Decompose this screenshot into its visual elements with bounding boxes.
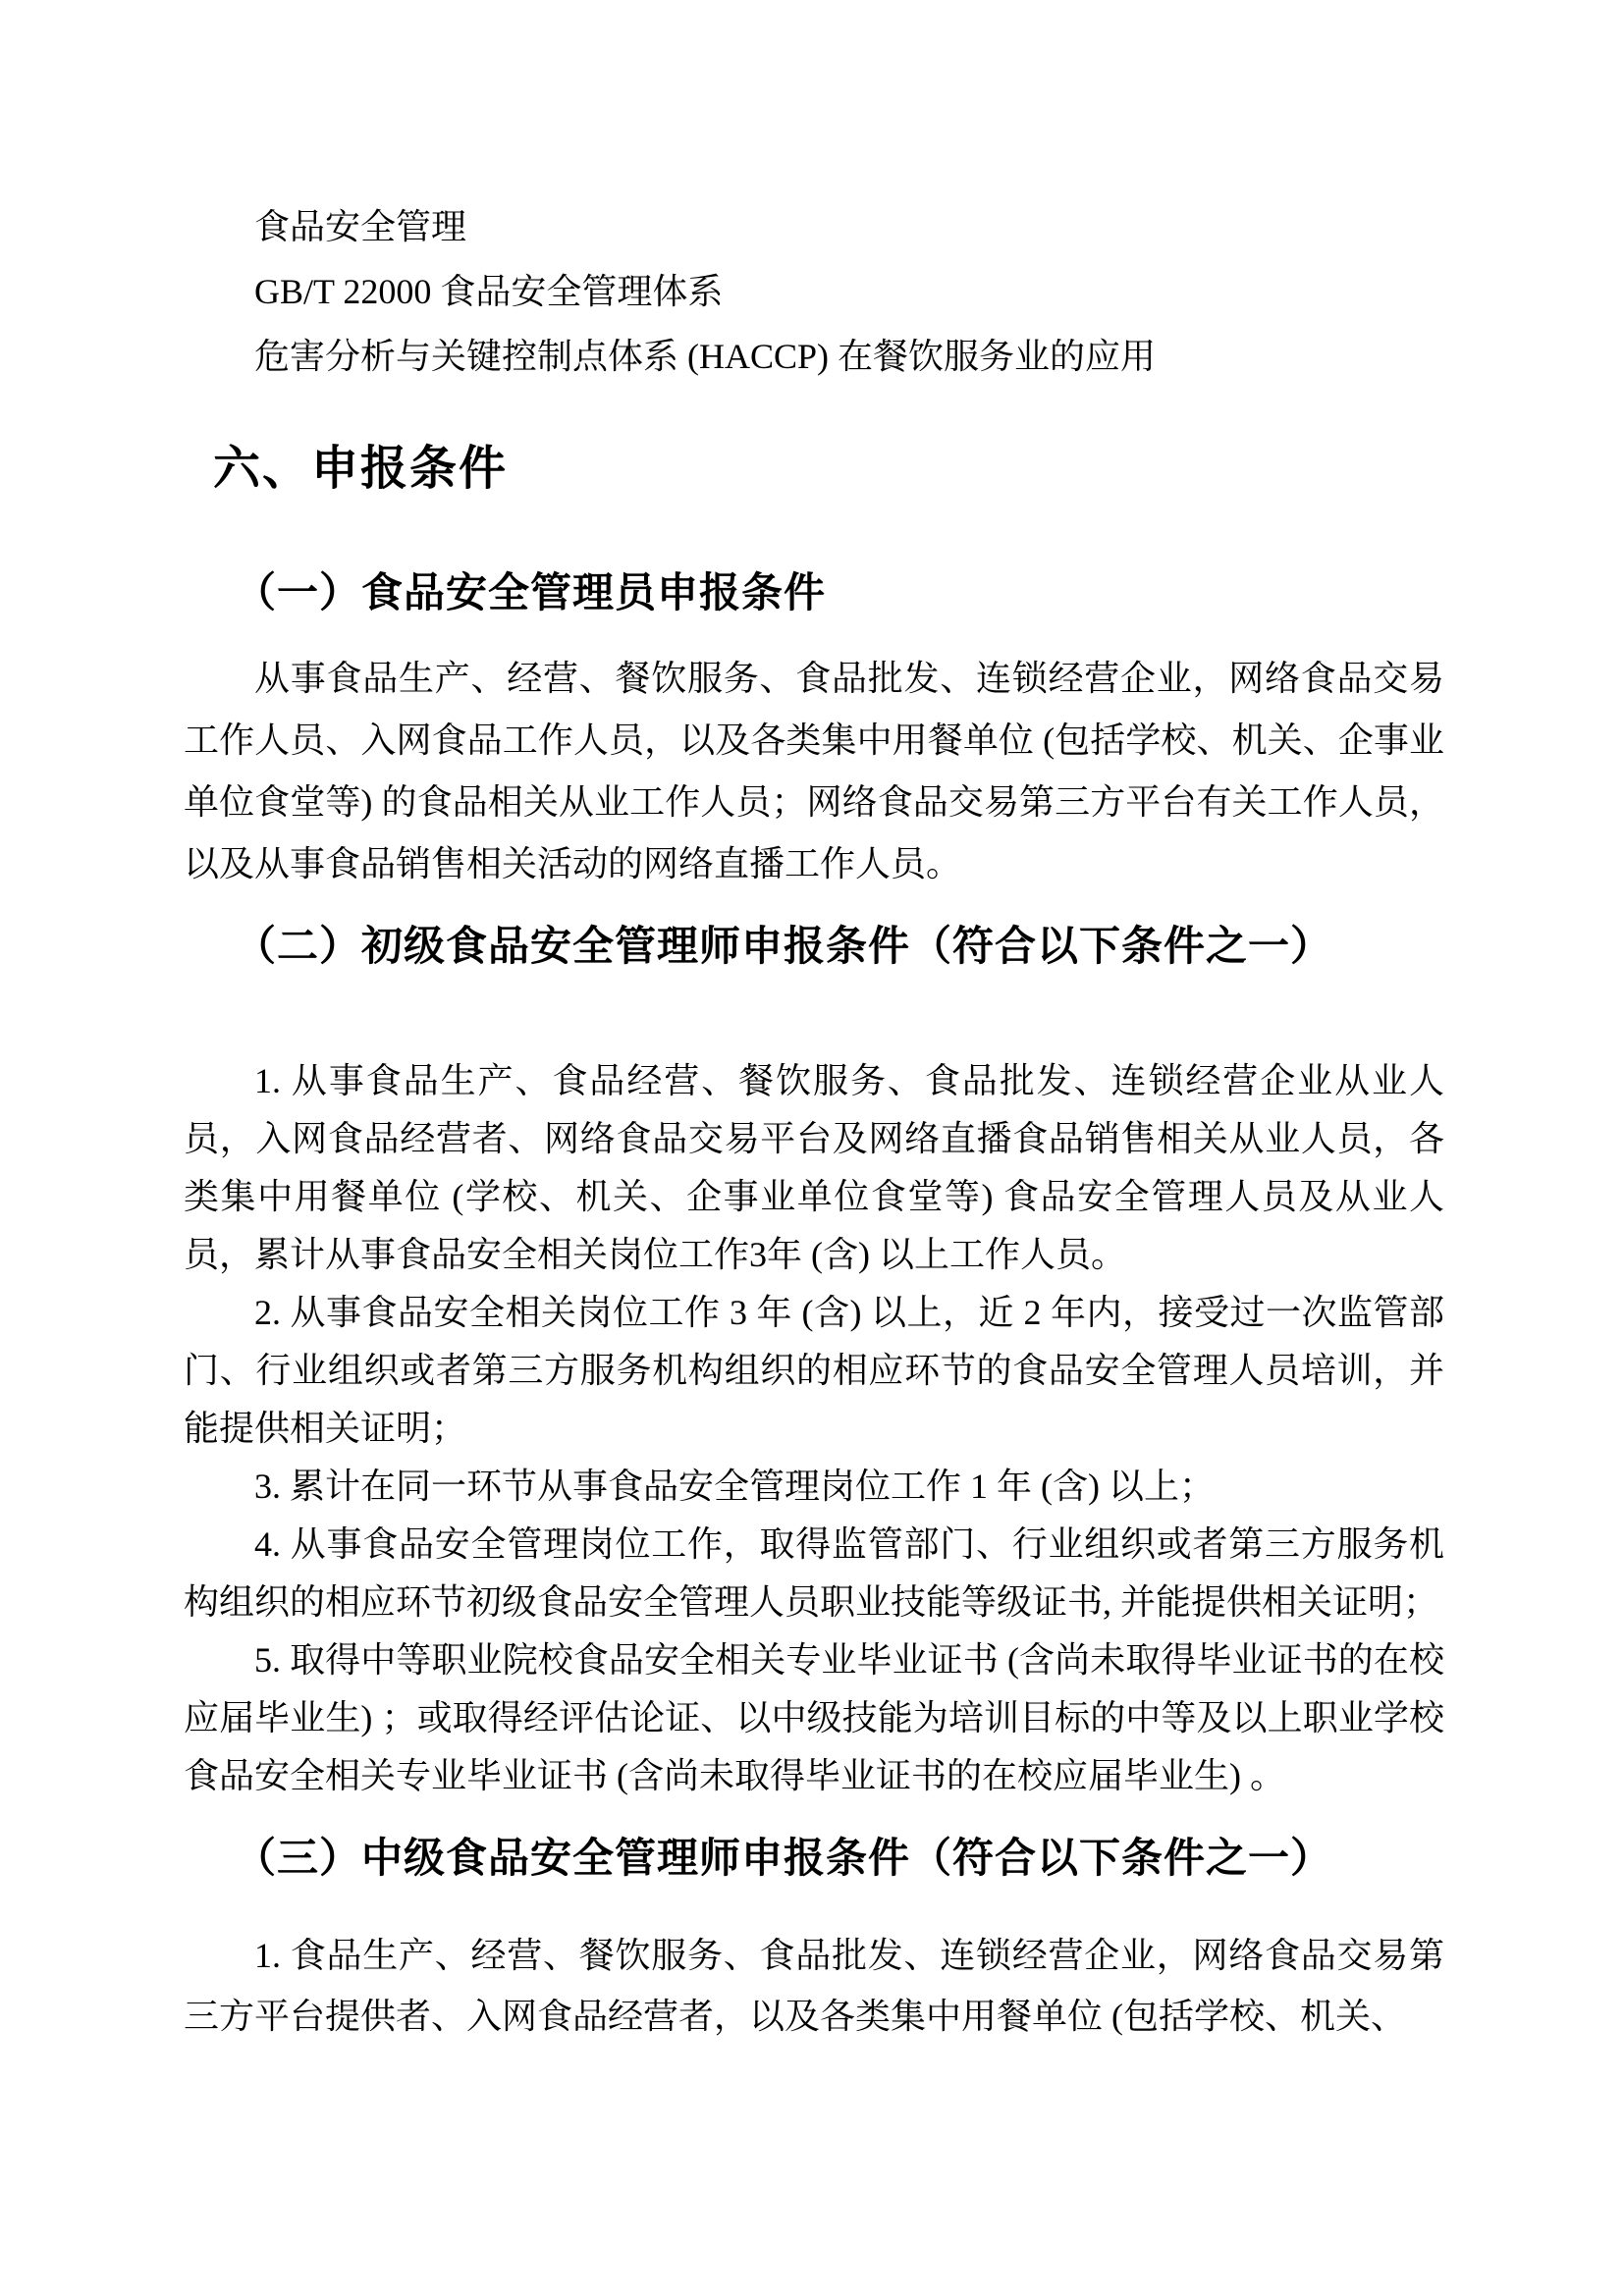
- section-3-paragraph: 1. 食品生产、经营、餐饮服务、食品批发、连锁经营企业，网络食品交易第三方平台提供者、入网食品经营者，以及各类集中用餐单位 (包括学校、机关、: [184, 1936, 1444, 2036]
- condition-item-5: 5. 取得中等职业院校食品安全相关专业毕业证书 (含尚未取得毕业证书的在校应届毕业生) ；或取得经评估论证、以中级技能为培训目标的中等及以上职业学校食品安全相关专业毕业证书 (含尚未取得毕业证书的在校应届毕业生) 。: [184, 1640, 1444, 1795]
- condition-item-1: 1. 从事食品生产、食品经营、餐饮服务、食品批发、连锁经营企业从业人员，入网食品经营者、网络食品交易平台及网络直播食品销售相关从业人员，各类集中用餐单位 (学校、机关、企事业单位食堂等) 食品安全管理人员及从业人员，累计从事食品安全相关岗位工作3年 (含) 以上工作人员。: [184, 1061, 1444, 1274]
- condition-item-3: 3. 累计在同一环节从事食品安全管理岗位工作 1 年 (含) 以上；: [254, 1467, 1215, 1506]
- chapter-heading: 六、申报条件: [213, 443, 509, 495]
- condition-item-4: 4. 从事食品安全管理岗位工作，取得监管部门、行业组织或者第三方服务机构组织的相应环节初级食品安全管理人员职业技能等级证书, 并能提供相关证明；: [184, 1524, 1444, 1622]
- section-1-heading: （一）食品安全管理员申报条件: [235, 569, 827, 615]
- intro-line-2: GB/T 22000 食品安全管理体系: [254, 272, 724, 311]
- intro-line-1: 食品安全管理: [254, 207, 467, 246]
- section-2-condition-list: [184, 1052, 1444, 1805]
- section-1-paragraph: 从事食品生产、经营、餐饮服务、食品批发、连锁经营企业，网络食品交易工作人员、入网食品工作人员，以及各类集中用餐单位 (包括学校、机关、企事业单位食堂等) 的食品相关从业工作人员；网络食品交易第三方平台有关工作人员，以及从事食品销售相关活动的网络直播工作人员。: [184, 659, 1444, 883]
- condition-item-2: 2. 从事食品安全相关岗位工作 3 年 (含) 以上，近 2 年内，接受过一次监管部门、行业组织或者第三方服务机构组织的相应环节的食品安全管理人员培训，并能提供相关证明；: [184, 1293, 1444, 1448]
- section-2-heading: （二）初级食品安全管理师申报条件（符合以下条件之一）: [235, 923, 1333, 969]
- intro-line-3: 危害分析与关键控制点体系 (HACCP) 在餐饮服务业的应用: [254, 337, 1157, 376]
- section-3-heading: （三）中级食品安全管理师申报条件（符合以下条件之一）: [235, 1835, 1333, 1881]
